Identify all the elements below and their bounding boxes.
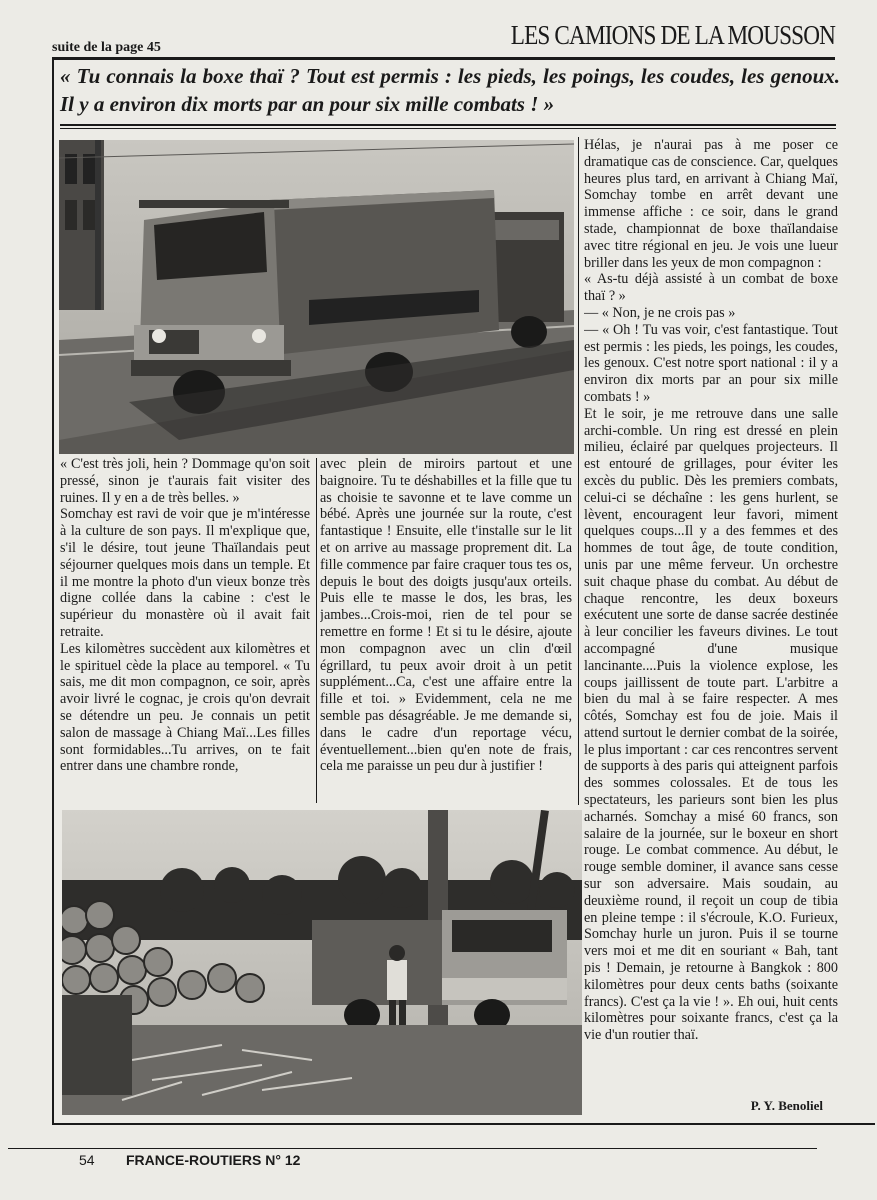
page-number: 54 bbox=[79, 1152, 95, 1168]
column-divider bbox=[316, 458, 317, 803]
pull-quote: « Tu connais la boxe thaï ? Tout est permis : les pieds, les poings, les coudes, les genoux. Il y a environ dix morts par an pour six mille combats ! » bbox=[60, 64, 840, 116]
byline: P. Y. Benoliel bbox=[750, 1098, 823, 1113]
truck-on-road-photo bbox=[59, 140, 574, 454]
article-column-1: « C'est très joli, hein ? Dommage qu'on soit pressé, sinon je t'aurais fait visiter des ruines. Il y en a de très belles. » Somchay est ravi de voir que je m'intéresse à la culture de son pays. Il m'explique que, s'il le désire, tout jeune Thaïlandais peut séjourner quelques mois dans un temple. Et il me montre la photo d'un vieux bonze très digne collée dans la cabine : c'est le supérieur du monastère où il avait fait retraite. Les kilomètres succèdent aux kilomètres et le spirituel cède la place au temporel. « Tu sais, me dit mon compagnon, ce soir, après avoir livré le cognac, je crois qu'on devrait se détendre un peu. Je connais un petit salon de massage à Chiang Maï...Les filles sont formidables...Tu arrives, on te fait entrer dans une chambre ronde, bbox=[60, 456, 310, 775]
column-divider bbox=[578, 137, 579, 805]
pull-quote-rule-thin bbox=[60, 128, 836, 129]
lumber-yard-image bbox=[62, 810, 582, 1115]
truck-at-lumber-yard-photo bbox=[62, 810, 582, 1115]
article-column-3: Hélas, je n'aurai pas à me poser ce dramatique cas de conscience. Car, quelques heures plus tard, en arrivant à Chiang Maï, Somchay tombe en arrêt devant une immense affiche : ce soir, dans le grand stade, championnat de boxe thaïlandaise avec titre régional en jeu. Je vois une lueur briller dans les yeux de mon compagnon : « As-tu déjà assisté à un combat de boxe thaï ? » — « Non, je ne crois pas » — « Oh ! Tu vas voir, c'est fantastique. Tout est permis : les pieds, les poings, les coudes, les genoux. C'est notre sport national : il y a environ dix morts par an pour six mille combats ! » Et le soir, je me retrouve dans une salle archi-comble. Un ring est dressé en plein milieu, éclairé par quelques projecteurs. Il est entouré de grillages, pour éviter les excès du public. Dès les premiers combats, celui-ci se déchaîne : les gens hurlent, se lèvent, encouragent leur favori, miment quelques coups...Il y a des femmes et des hommes de tout âge, de toute condition, unis par une même ferveur. Un orchestre suit chaque phase du combat. Au début de chaque rencontre, les deux boxeurs exécutent une sorte de danse sacrée destinée à leur concilier les faveurs divines. Le tout accompagné d'une musique lancinante....Puis la violence explose, les coups jaillissent de toute part. L'arbitre a bien du mal à se faire respecter. A mes côtés, Somchay est fou de joie. Mais il attend surtout le dernier combat de la soirée, le plus important : car ces rencontres servent de supports à des paris qui atteignent parfois des sommes colossales. Et de tous les spectateurs, les parieurs sont bien les plus acharnés. Somchay a misé 60 francs, son salaire de la journée, sur le boxeur en short rouge. Le combat commence. Au début, le rouge semble dominer, il avance sans cesse sur son adversaire. Mais soudain, au deuxième round, il reçoit un coup de tibia en pleine tempe : il s'écroule, K.O. Furieux, Somchay hurle un juron. Puis il se tourne vers moi et me dit en souriant « Bah, tant pis ! Demain, je retourne à Bangkok : 800 kilomètres pour deux cents baths (soixante francs). C'est ça la vie ! ». Eh oui, huit cents kilomètres pour soixante francs, c'est ça la vie d'un routier thaï. bbox=[584, 137, 838, 1044]
section-title: LES CAMIONS DE LA MOUSSON bbox=[510, 20, 835, 50]
publication-name: FRANCE-ROUTIERS N° 12 bbox=[126, 1152, 301, 1168]
article-column-2: avec plein de miroirs partout et une baignoire. Tu te déshabilles et la fille que tu as choisie te savonne et te lave comme un bébé. Après une journée sur la route, c'est fantastique ! Ensuite, elle t'installe sur le lit et on arrive au massage proprement dit. La fille commence par faire craquer tous tes os, depuis le bout des doigts jusqu'aux orteils. Puis elle te masse le dos, les bras, les jambes...Crois-moi, rien de tel pour se remettre en forme ! Et si tu le désire, ajoute mon compagnon avec un clin d'œil égrillard, tu peux avoir droit à un petit supplément...Ca, c'est une affaire entre la fille et toi. » Evidemment, cela ne me semble pas désagréable. Je me demande si, dans le cadre d'un reportage vécu, éventuellement...bien qu'en note de frais, cela me paraisse un peu dur à justifier ! bbox=[320, 456, 572, 775]
pull-quote-rule bbox=[60, 124, 836, 126]
truck-on-road-image bbox=[59, 140, 574, 454]
footer-rule bbox=[8, 1148, 817, 1149]
continued-from-note: suite de la page 45 bbox=[52, 40, 161, 55]
